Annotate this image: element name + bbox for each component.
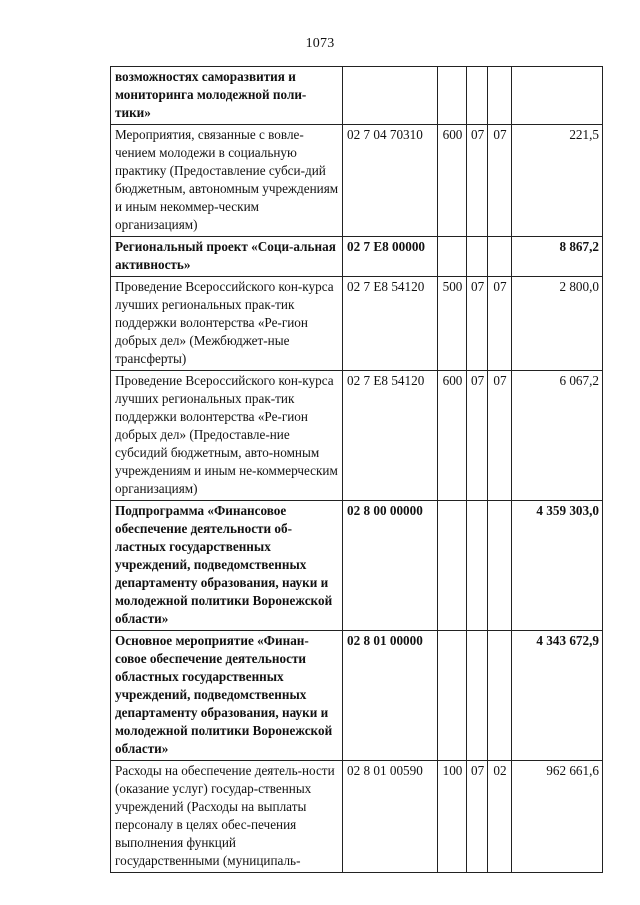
expense-type-cell bbox=[438, 67, 467, 125]
expense-type-cell bbox=[438, 631, 467, 761]
section-cell bbox=[467, 631, 488, 761]
subsection-cell bbox=[488, 67, 512, 125]
target-code-cell: 02 7 E8 54120 bbox=[343, 277, 438, 371]
table-row bbox=[111, 761, 603, 873]
subsection-cell bbox=[488, 237, 512, 277]
table-row bbox=[111, 631, 603, 761]
subsection-cell bbox=[488, 631, 512, 761]
target-code-cell: 02 8 01 00590 bbox=[343, 761, 438, 873]
table-row bbox=[111, 277, 603, 371]
amount-cell: 221,5 bbox=[512, 125, 603, 237]
target-code-cell: 02 7 E8 54120 bbox=[343, 371, 438, 501]
budget-table bbox=[110, 66, 603, 873]
page-number: 1073 bbox=[305, 36, 335, 51]
target-code-cell: 02 7 04 70310 bbox=[343, 125, 438, 237]
section-cell bbox=[467, 237, 488, 277]
section-cell: 07 bbox=[467, 371, 488, 501]
item-name-cell: возможностях саморазвития и мониторинга молодежной поли-тики» bbox=[111, 67, 343, 125]
item-name-cell: Проведение Всероссийского кон-курса лучших региональных прак-тик поддержки волонтерства «Ре-гион добрых дел» (Межбюджет-ные трансферты) bbox=[111, 277, 343, 371]
amount-cell: 962 661,6 bbox=[512, 761, 603, 873]
target-code-cell: 02 8 00 00000 bbox=[343, 501, 438, 631]
amount-cell bbox=[512, 67, 603, 125]
amount-cell: 8 867,2 bbox=[512, 237, 603, 277]
amount-cell: 4 359 303,0 bbox=[512, 501, 603, 631]
section-cell bbox=[467, 67, 488, 125]
expense-type-cell: 600 bbox=[438, 125, 467, 237]
item-name-cell: Расходы на обеспечение деятель-ности (оказание услуг) государ-ственных учреждений (Расходы на выплаты персоналу в целях обес-печения выполнения функций государственными (муниципаль- bbox=[111, 761, 343, 873]
target-code-cell bbox=[343, 67, 438, 125]
item-name-cell: Подпрограмма «Финансовое обеспечение деятельности об-ластных государственных учреждений, подведомственных департаменту образования, науки и молодежной политики Воронежской области» bbox=[111, 501, 343, 631]
expense-type-cell bbox=[438, 501, 467, 631]
amount-cell: 2 800,0 bbox=[512, 277, 603, 371]
target-code-cell: 02 8 01 00000 bbox=[343, 631, 438, 761]
table-row bbox=[111, 237, 603, 277]
table-row bbox=[111, 67, 603, 125]
subsection-cell: 02 bbox=[488, 761, 512, 873]
item-name-cell: Региональный проект «Соци-альная активность» bbox=[111, 237, 343, 277]
table-row bbox=[111, 125, 603, 237]
item-name-cell: Основное мероприятие «Финан-совое обеспечение деятельности областных государственных учреждений, подведомственных департаменту образования, науки и молодежной политики Воронежской области» bbox=[111, 631, 343, 761]
subsection-cell: 07 bbox=[488, 125, 512, 237]
amount-cell: 4 343 672,9 bbox=[512, 631, 603, 761]
section-cell bbox=[467, 501, 488, 631]
subsection-cell: 07 bbox=[488, 277, 512, 371]
amount-cell: 6 067,2 bbox=[512, 371, 603, 501]
expense-type-cell bbox=[438, 237, 467, 277]
expense-type-cell: 100 bbox=[438, 761, 467, 873]
subsection-cell bbox=[488, 501, 512, 631]
expense-type-cell: 600 bbox=[438, 371, 467, 501]
table-row bbox=[111, 501, 603, 631]
item-name-cell: Проведение Всероссийского кон-курса лучших региональных прак-тик поддержки волонтерства «Ре-гион добрых дел» (Предоставле-ние субсидий бюджетным, авто-номным учреждениям и иным не-коммерческим организациям) bbox=[111, 371, 343, 501]
item-name-cell: Мероприятия, связанные с вовле-чением молодежи в социальную практику (Предоставление субси-дий бюджетным, автономным учреждениям и иным некоммер-ческим организациям) bbox=[111, 125, 343, 237]
section-cell: 07 bbox=[467, 125, 488, 237]
expense-type-cell: 500 bbox=[438, 277, 467, 371]
target-code-cell: 02 7 E8 00000 bbox=[343, 237, 438, 277]
section-cell: 07 bbox=[467, 277, 488, 371]
section-cell: 07 bbox=[467, 761, 488, 873]
subsection-cell: 07 bbox=[488, 371, 512, 501]
table-row bbox=[111, 371, 603, 501]
